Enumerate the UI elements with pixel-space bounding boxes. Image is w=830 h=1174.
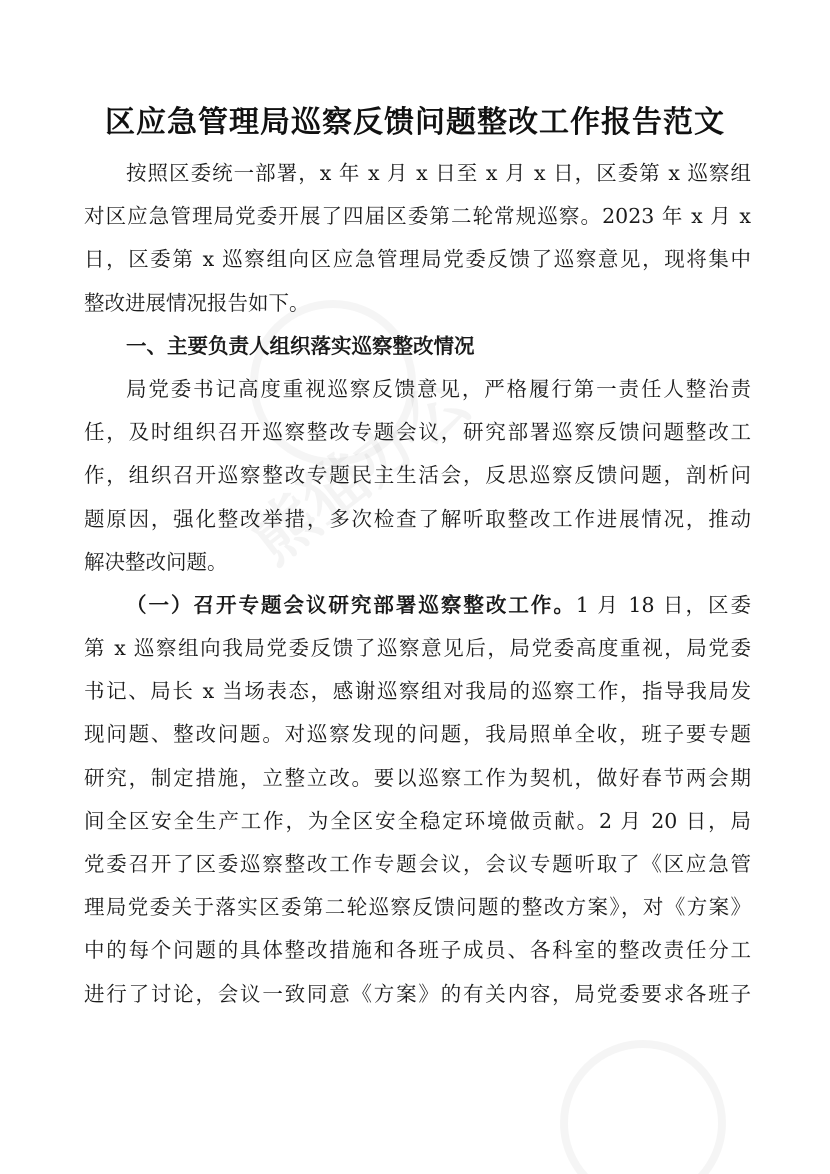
paragraph-line: 中的每个问题的具体整改措施和各班子成员、各科室的整改责任分工: [84, 938, 751, 963]
document-title: 区应急管理局巡察反馈问题整改工作报告范文: [105, 105, 725, 140]
paragraph-line: 对区应急管理局党委开展了四届区委第二轮常规巡察。2023 年 x 月 x: [84, 204, 751, 229]
paragraph-line: 进行了讨论，会议一致同意《方案》的有关内容，局党委要求各班子: [84, 981, 751, 1006]
paragraph-line: 整改进展情况报告如下。: [84, 290, 310, 315]
paragraph-line: 书记、局长 x 当场表态，感谢巡察组对我局的巡察工作，指导我局发: [84, 679, 751, 704]
watermark-ring-bottom: [560, 1040, 726, 1174]
paragraph-line: 日，区委第 x 巡察组向区应急管理局党委反馈了巡察意见，现将集中: [84, 247, 751, 272]
subsection-text: 1 月 18 日，区委: [575, 592, 751, 617]
section-heading: 一、主要负责人组织落实巡察整改情况: [126, 333, 475, 358]
paragraph-line: 理局党委关于落实区委第二轮巡察反馈问题的整改方案》，对《方案》: [84, 895, 751, 920]
paragraph-line: 局党委书记高度重视巡察反馈意见，严格履行第一责任人整治责: [126, 376, 751, 401]
paragraph-line: 研究，制定措施，立整立改。要以巡察工作为契机，做好春节两会期: [84, 765, 751, 790]
paragraph-line: 任，及时组织召开巡察整改专题会议，研究部署巡察反馈问题整改工: [84, 420, 751, 445]
subsection-heading: （一）召开专题会议研究部署巡察整改工作。: [126, 592, 576, 617]
paragraph-line: 按照区委统一部署，x 年 x 月 x 日至 x 月 x 日，区委第 x 巡察组: [126, 161, 751, 185]
paragraph-line: 党委召开了区委巡察整改工作专题会议，会议专题听取了《区应急管: [84, 852, 751, 876]
paragraph-line: 现问题、整改问题。对巡察发现的问题，我局照单全收，班子要专题: [84, 722, 751, 747]
paragraph-line: 解决整改问题。: [84, 549, 228, 574]
paragraph-line: 作，组织召开巡察整改专题民主生活会，反思巡察反馈问题，剖析问: [84, 463, 751, 488]
subsection-line: [84, 584, 751, 627]
paragraph-line: 题原因，强化整改举措，多次检查了解听取整改工作进展情况，推动: [84, 506, 751, 531]
document-body: [84, 152, 751, 1016]
paragraph-line: 第 x 巡察组向我局党委反馈了巡察意见后，局党委高度重视，局党委: [84, 636, 751, 661]
paragraph-line: 间全区安全生产工作，为全区安全稳定环境做贡献。2 月 20 日，局: [84, 808, 751, 833]
